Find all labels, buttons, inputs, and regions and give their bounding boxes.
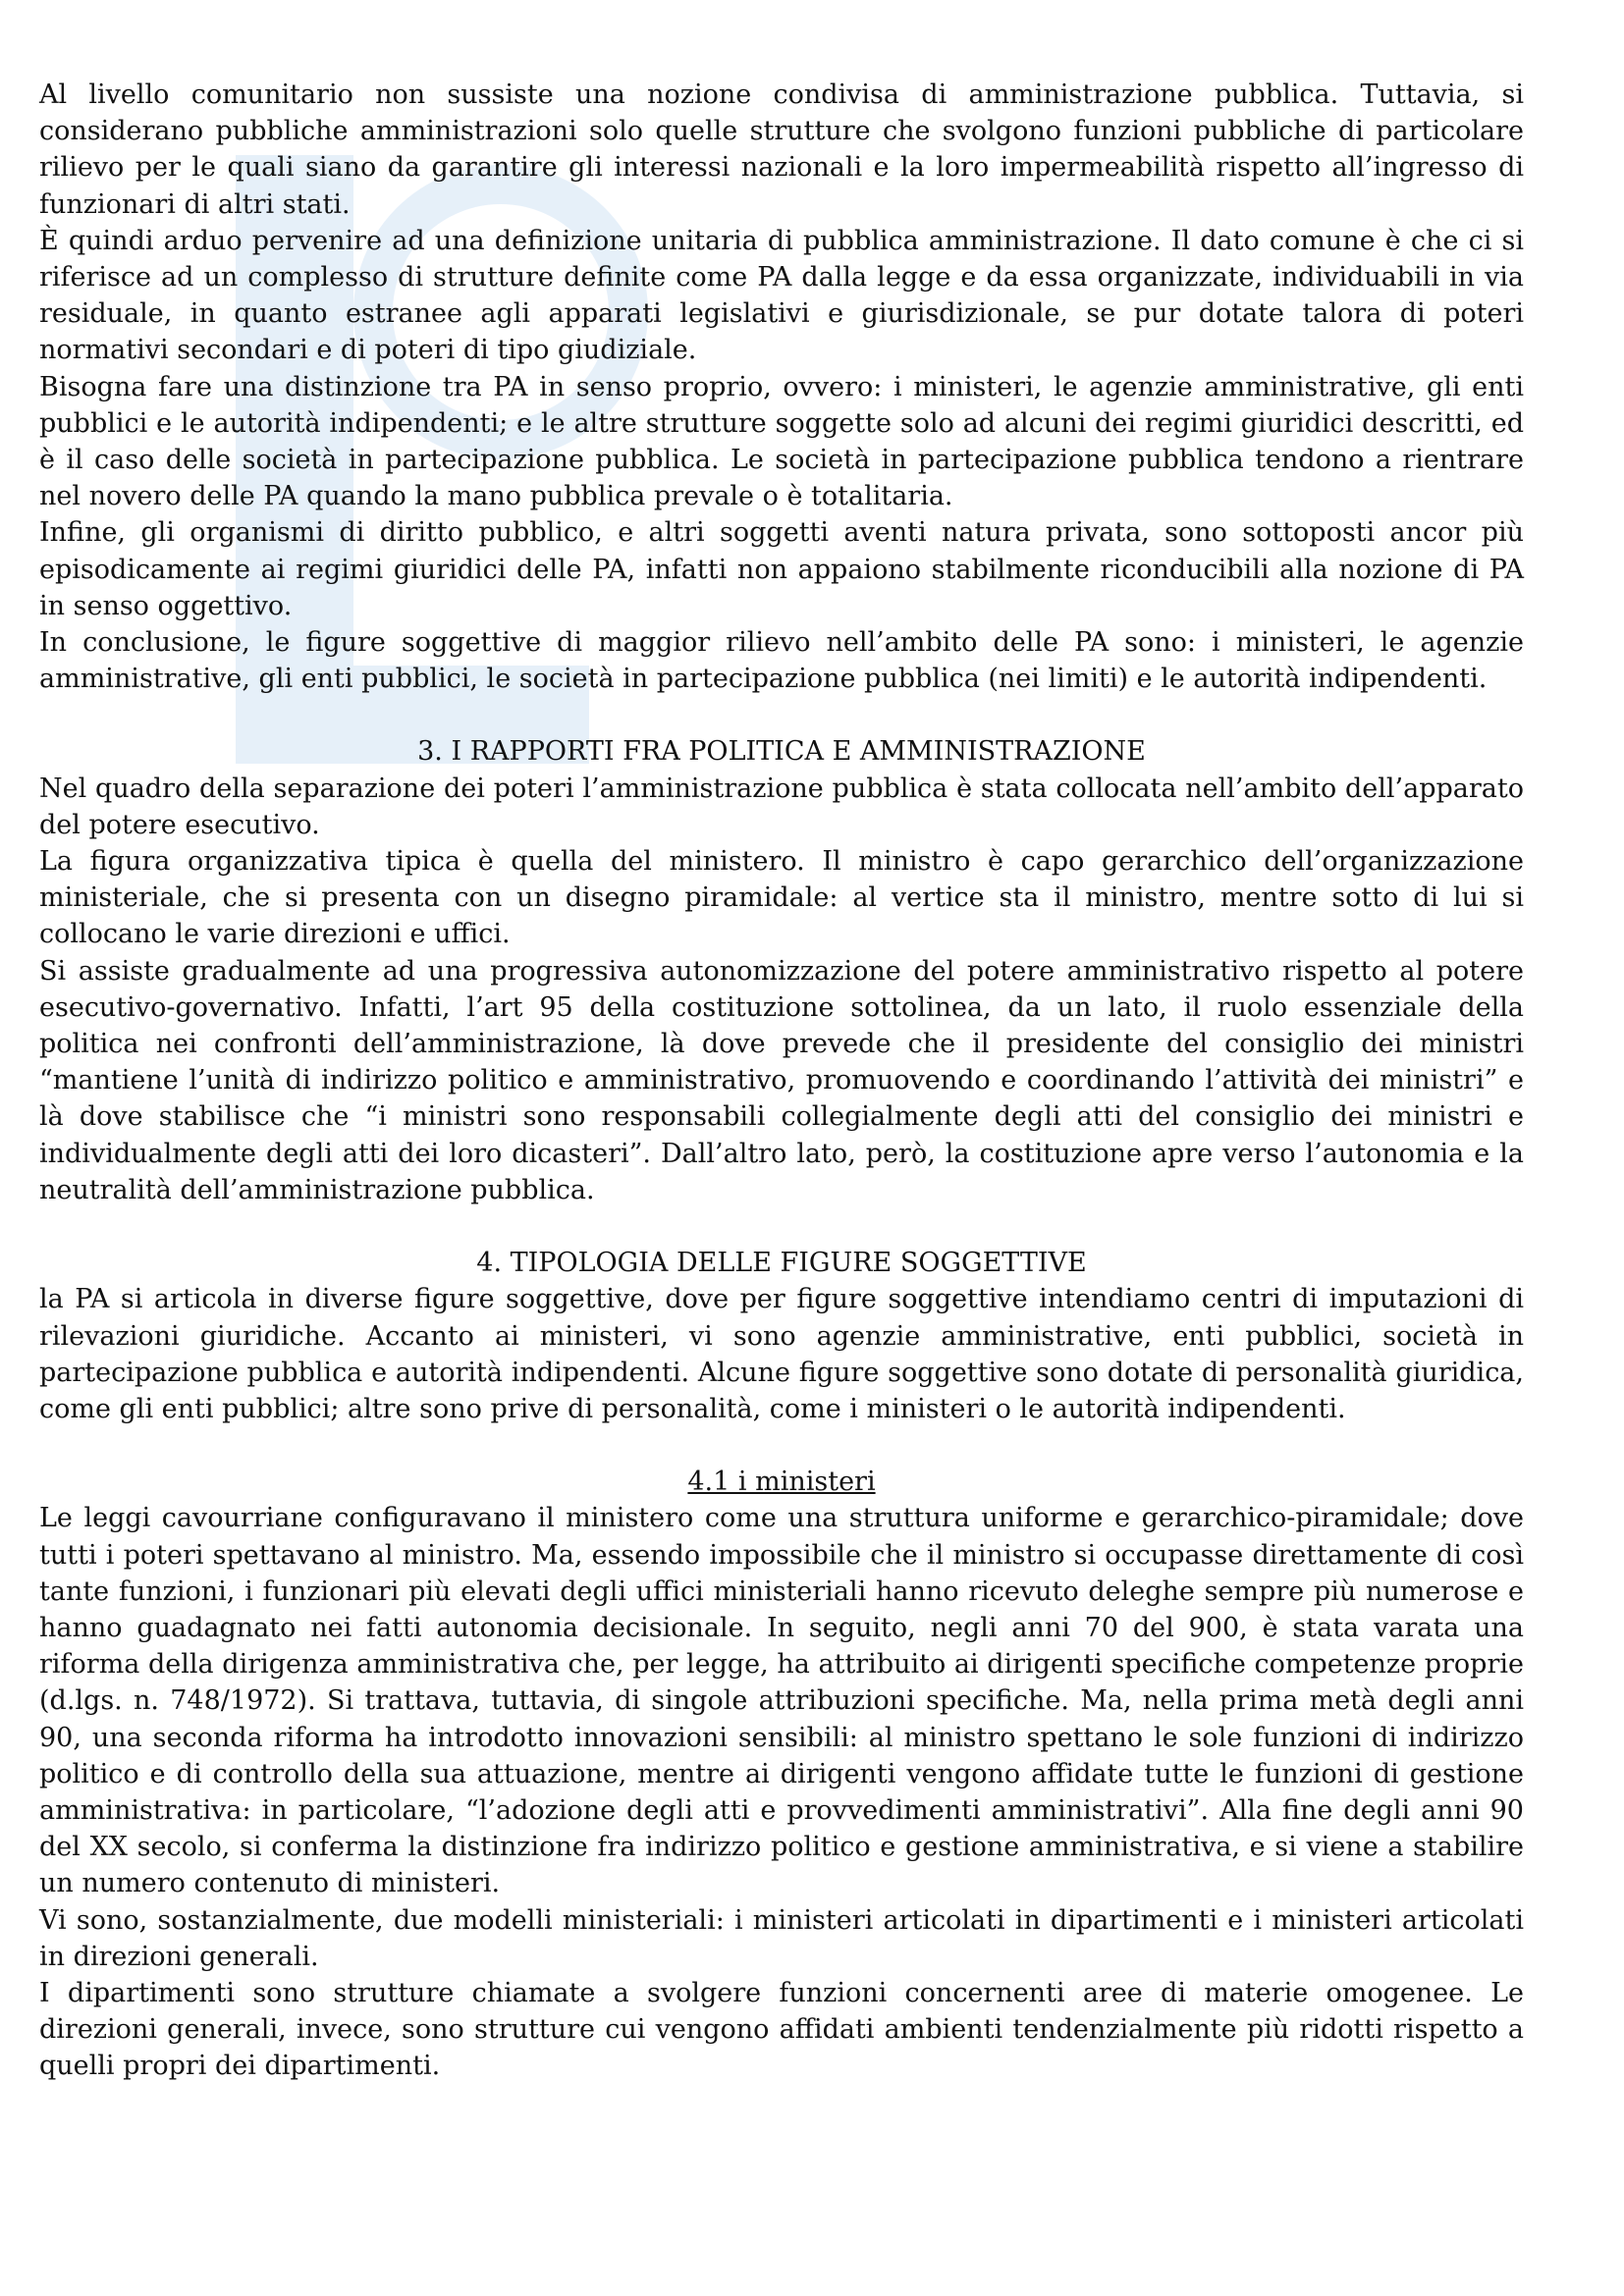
section-4-1-heading: 4.1 i ministeri xyxy=(687,1467,876,1498)
section-3-paragraph-2: La figura organizzativa tipica è quella del ministero. Il ministro è capo gerarchico dell’organizzazione ministeriale, che si presenta con un disegno piramidale: al vertice sta il ministro, mentre sotto di lui si collocano le varie direzioni e uffici. xyxy=(39,846,1524,950)
section-4-heading: 4. TIPOLOGIA DELLE FIGURE SOGGETTIVE xyxy=(476,1248,1087,1279)
section-4-paragraph-1: la PA si articola in diverse figure soggettive, dove per figure soggettive intendiamo centri di imputazioni di rilevazioni giuridiche. Accanto ai ministeri, vi sono agenzie amministrative, enti pubblici, società in partecipazione pubblica e autorità indipendenti. Alcune figure soggettive sono dotate di personalità giuridica, come gli enti pubblici; altre sono prive di personalità, come i ministeri o le autorità indipendenti. xyxy=(39,1284,1524,1424)
section-4-1-paragraph-2: Vi sono, sostanzialmente, due modelli ministeriali: i ministeri articolati in dipartimenti e i ministeri articolati in direzioni generali. xyxy=(39,1904,1524,1972)
intro-paragraph-4: Infine, gli organismi di diritto pubblico, e altri soggetti aventi natura privata, sono sottoposti ancor più episodicamente ai regimi giuridici delle PA, infatti non appaiono stabilmente riconducibili alla nozione di PA in senso oggettivo. xyxy=(39,517,1524,621)
section-3-paragraph-1: Nel quadro della separazione dei poteri l’amministrazione pubblica è stata collocata nell’ambito dell’apparato del potere esecutivo. xyxy=(39,773,1524,840)
section-3-paragraph-3: Si assiste gradualmente ad una progressiva autonomizzazione del potere amministrativo rispetto al potere esecutivo-governativo. Infatti, l’art 95 della costituzione sottolinea, da un lato, il ruolo essenziale della politica nei confronti dell’amministrazione, là dove prevede che il presidente del consiglio dei ministri “mantiene l’unità di indirizzo politico e amministrativo, promuovendo e coordinando l’attività dei ministri” e là dove stabilisce che “i ministri sono responsabili collegialmente degli atti del consiglio dei ministri e individualmente degli atti dei loro dicasteri”. Dall’altro lato, però, la costituzione apre verso l’autonomia e la neutralità dell’amministrazione pubblica. xyxy=(39,955,1524,1205)
intro-paragraph-1: Al livello comunitario non sussiste una nozione condivisa di amministrazione pubblica. Tuttavia, si considerano pubbliche amministrazioni solo quelle strutture che svolgono funzioni pubbliche di particolare rilievo per le quali siano da garantire gli interessi nazionali e la loro impermeabilità rispetto all’ingresso di funzionari di altri stati. xyxy=(39,80,1524,220)
document-page xyxy=(39,77,1524,2085)
section-3-heading: 3. I RAPPORTI FRA POLITICA E AMMINISTRAZIONE xyxy=(417,736,1146,768)
section-4-1-paragraph-3: I dipartimenti sono strutture chiamate a svolgere funzioni concernenti aree di materie omogenee. Le direzioni generali, invece, sono strutture cui vengono affidati ambienti tendenzialmente più ridotti rispetto a quelli propri dei dipartimenti. xyxy=(39,1977,1524,2082)
intro-paragraph-2: È quindi arduo pervenire ad una definizione unitaria di pubblica amministrazione. Il dato comune è che ci si riferisce ad un complesso di strutture definite come PA dalla legge e da essa organizzate, individuabili in via residuale, in quanto estranee agli apparati legislativi e giurisdizionale, se pur dotate talora di poteri normativi secondari e di poteri di tipo giudiziale. xyxy=(39,225,1524,366)
intro-paragraph-5: In conclusione, le figure soggettive di maggior rilievo nell’ambito delle PA sono: i ministeri, le agenzie amministrative, gli enti pubblici, le società in partecipazione pubblica (nei limiti) e le autorità indipendenti. xyxy=(39,627,1524,695)
document-content xyxy=(39,77,1524,2085)
intro-paragraph-3: Bisogna fare una distinzione tra PA in senso proprio, ovvero: i ministeri, le agenzie amministrative, gli enti pubblici e le autorità indipendenti; e le altre strutture soggette solo ad alcuni dei regimi giuridici descritti, ed è il caso delle società in partecipazione pubblica. Le società in partecipazione pubblica tendono a rientrare nel novero delle PA quando la mano pubblica prevale o è totalitaria. xyxy=(39,371,1524,512)
section-4-1-paragraph-1: Le leggi cavourriane configuravano il ministero come una struttura uniforme e gerarchico-piramidale; dove tutti i poteri spettavano al ministro. Ma, essendo impossibile che il ministro si occupasse direttamente di così tante funzioni, i funzionari più elevati degli uffici ministeriali hanno ricevuto deleghe sempre più numerose e hanno guadagnato nei fatti autonomia decisionale. In seguito, negli anni 70 del 900, è stata varata una riforma della dirigenza amministrativa che, per legge, ha attribuito ai dirigenti specifiche competenze proprie (d.lgs. n. 748/1972). Si trattava, tuttavia, di singole attribuzioni specifiche. Ma, nella prima metà degli anni 90, una seconda riforma ha introdotto innovazioni sensibili: al ministro spettano le sole funzioni di indirizzo politico e di controllo della sua attuazione, mentre ai dirigenti vengono affidate tutte le funzioni di gestione amministrativa: in particolare, “l’adozione degli atti e provvedimenti amministrativi”. Alla fine degli anni 90 del XX secolo, si conferma la distinzione fra indirizzo politico e gestione amministrativa, e si viene a stabilire un numero contenuto di ministeri. xyxy=(39,1503,1524,1899)
